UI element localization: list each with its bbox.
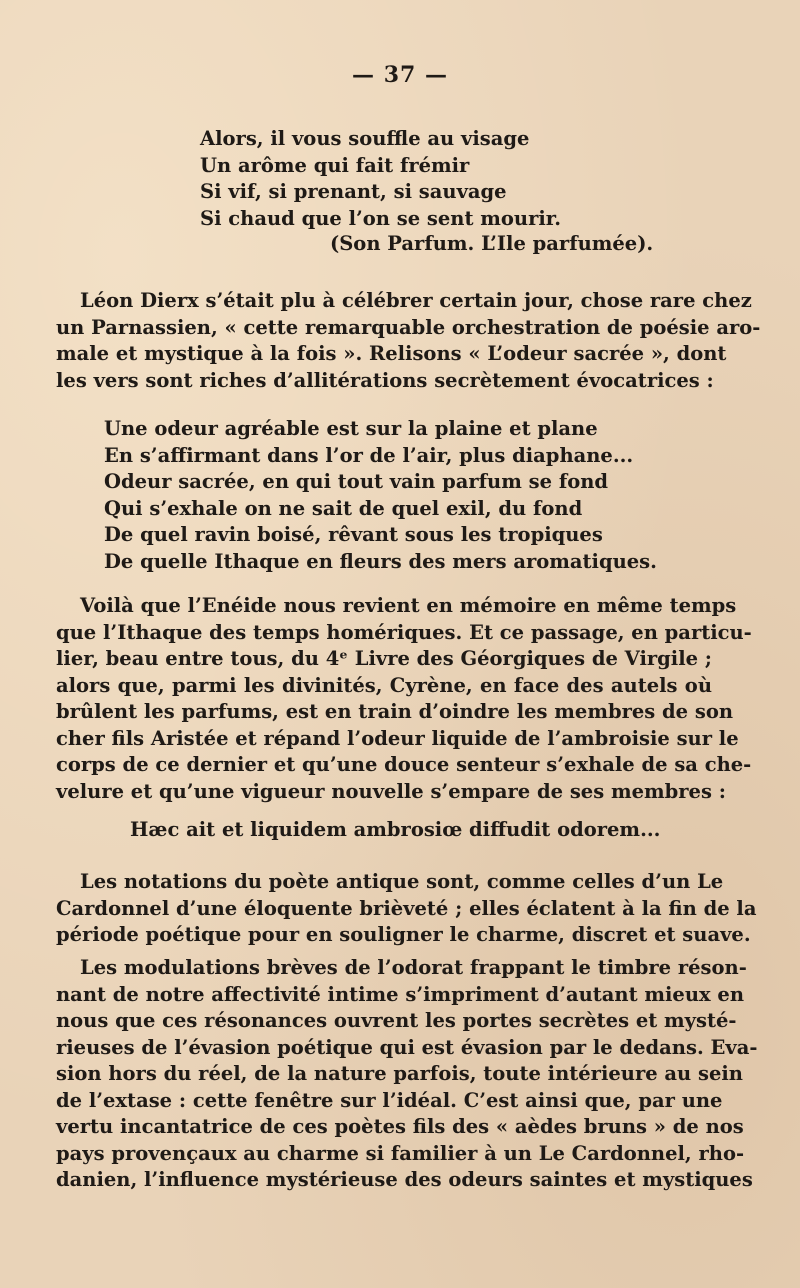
text-line: vertu incantatrice de ces poètes fils des « aèdes bruns » de nos (56, 1115, 744, 1138)
text-line: pays provençaux au charme si familier à un Le Cardonnel, rho- (56, 1141, 745, 1165)
verse-line: Alors, il vous souffle au visage (200, 127, 530, 150)
paragraph-2 (56, 593, 752, 805)
verse-line: Si vif, si prenant, si sauvage (200, 180, 507, 203)
verse-stanza-1 (200, 126, 561, 232)
verse-line: Qui s’exhale on ne sait de quel exil, du fond (104, 496, 583, 520)
verse-line: De quelle Ithaque en fleurs des mers aromatiques. (104, 549, 657, 573)
text-line: Les modulations brèves de l’odorat frappant le timbre réson- (80, 956, 747, 979)
verse-line: Une odeur agréable est sur la plaine et plane (104, 417, 598, 440)
text-line: de l’extase : cette fenêtre sur l’idéal. C’est ainsi que, par une (56, 1088, 723, 1112)
text-line: Léon Dierx s’était plu à célébrer certain jour, chose rare chez (80, 289, 752, 312)
text-line: que l’Ithaque des temps homériques. Et ce passage, en particu- (56, 620, 752, 644)
text-line: Cardonnel d’une éloquente brièveté ; elles éclatent à la fin de la (56, 896, 757, 920)
text-line: corps de ce dernier et qu’une douce senteur s’exhale de sa che- (56, 753, 752, 776)
paragraph-4 (56, 955, 758, 1194)
text-line: Voilà que l’Enéide nous revient en mémoire en même temps (80, 594, 737, 617)
paragraph-3 (56, 869, 757, 949)
text-line: brûlent les parfums, est en train d’oindre les membres de son (56, 700, 734, 723)
text-line: velure et qu’une vigueur nouvelle s’empare de ses membres : (56, 779, 726, 803)
text-line: les vers sont riches d’allitérations secrètement évocatrices : (56, 368, 714, 392)
text-line: cher fils Aristée et répand l’odeur liquide de l’ambroisie sur le (56, 726, 739, 750)
verse-line: Un arôme qui fait frémir (200, 153, 470, 177)
text-line: Les notations du poète antique sont, comme celles d’un Le (80, 870, 724, 893)
text-line: sion hors du réel, de la nature parfois, toute intérieure au sein (56, 1062, 743, 1085)
verse-attribution: (Son Parfum. L’Ile parfumée). (330, 232, 654, 255)
text-line: nant de notre affectivité intime s’impriment d’autant mieux en (56, 982, 744, 1006)
verse-line: En s’affirmant dans l’or de l’air, plus diaphane... (104, 443, 634, 467)
text-line: lier, beau entre tous, du 4ᵉ Livre des Géorgiques de Virgile ; (56, 647, 712, 670)
text-line: male et mystique à la fois ». Relisons « L’odeur sacrée », dont (56, 342, 727, 365)
text-line: un Parnassien, « cette remarquable orchestration de poésie aro- (56, 315, 761, 339)
verse-line: Si chaud que l’on se sent mourir. (200, 206, 562, 230)
verse-line: De quel ravin boisé, rêvant sous les tropiques (104, 523, 603, 546)
paragraph-1 (56, 288, 761, 394)
text-line: alors que, parmi les divinités, Cyrène, en face des autels où (56, 673, 712, 697)
text-line: rieuses de l’évasion poétique qui est évasion par le dedans. Eva- (56, 1035, 758, 1059)
text-line: danien, l’influence mystérieuse des odeurs saintes et mystiques (56, 1168, 753, 1191)
latin-quotation: Hæc ait et liquidem ambrosiœ diffudit odorem... (130, 818, 661, 841)
text-line: période poétique pour en souligner le charme, discret et suave. (56, 923, 751, 946)
verse-stanza-2 (104, 416, 657, 575)
page-number: — 37 — (352, 62, 448, 88)
text-line: nous que ces résonances ouvrent les portes secrètes et mysté- (56, 1009, 737, 1032)
verse-line: Odeur sacrée, en qui tout vain parfum se fond (104, 470, 609, 493)
